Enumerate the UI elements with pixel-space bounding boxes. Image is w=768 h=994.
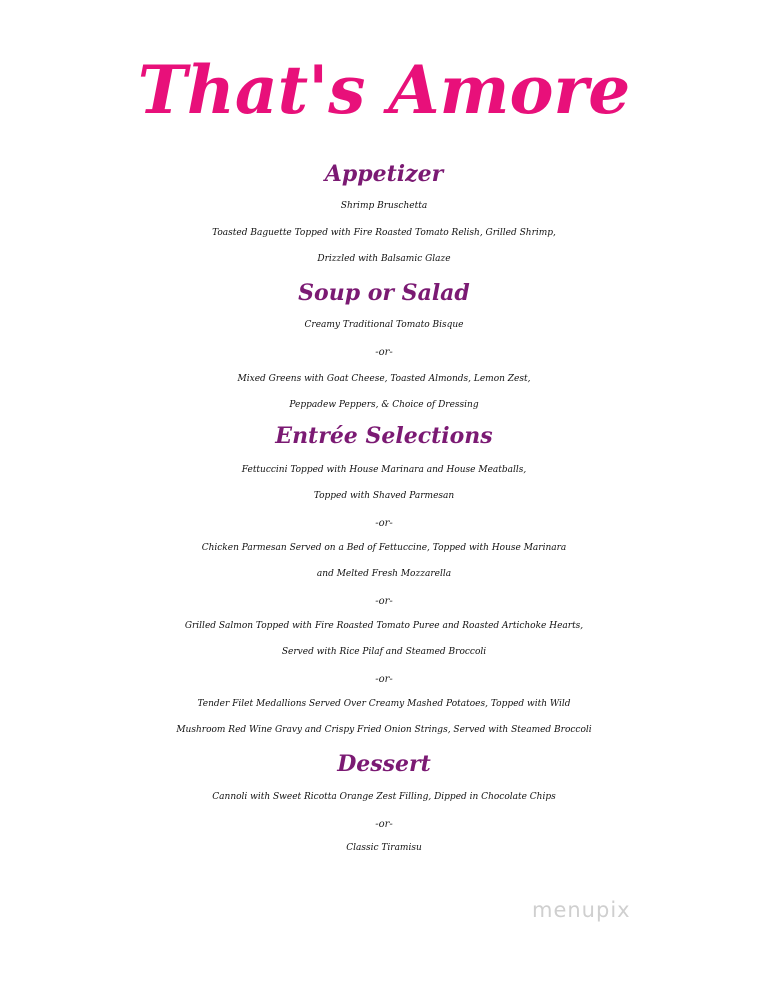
entree-salmon-2: Served with Rice Pilaf and Steamed Broccoli [281, 647, 487, 657]
appetizer-item-desc-2: Drizzled with Balsamic Glaze [317, 254, 451, 264]
menupix-watermark: menupix [532, 898, 631, 922]
section-heading-entree: Entrée Selections [275, 423, 493, 449]
or-separator: -or- [375, 596, 393, 607]
or-separator: -or- [375, 347, 393, 358]
dessert-tiramisu: Classic Tiramisu [346, 843, 422, 853]
entree-fettuccini-1: Fettuccini Topped with House Marinara and House Meatballs, [241, 465, 527, 475]
dessert-cannoli: Cannoli with Sweet Ricotta Orange Zest Filling, Dipped in Chocolate Chips [212, 792, 556, 802]
or-separator: -or- [375, 674, 393, 685]
section-heading-appetizer: Appetizer [324, 161, 444, 187]
entree-chicken-2: and Melted Fresh Mozzarella [316, 569, 452, 579]
entree-chicken-1: Chicken Parmesan Served on a Bed of Fettuccine, Topped with House Marinara [201, 543, 567, 553]
menu-title: That's Amore [137, 51, 631, 129]
appetizer-item-name: Shrimp Bruschetta [340, 201, 428, 211]
entree-salmon-1: Grilled Salmon Topped with Fire Roasted Tomato Puree and Roasted Artichoke Hearts, [184, 621, 584, 631]
entree-fettuccini-2: Topped with Shaved Parmesan [313, 491, 455, 501]
or-separator: -or- [375, 819, 393, 830]
entree-filet-1: Tender Filet Medallions Served Over Creamy Mashed Potatoes, Topped with Wild [197, 699, 571, 709]
soup-item: Creamy Traditional Tomato Bisque [304, 320, 464, 330]
entree-filet-2: Mushroom Red Wine Gravy and Crispy Fried Onion Strings, Served with Steamed Broccoli [176, 725, 592, 735]
or-separator: -or- [375, 518, 393, 529]
salad-item-desc-2: Peppadew Peppers, & Choice of Dressing [289, 400, 479, 410]
section-heading-dessert: Dessert [337, 751, 431, 777]
salad-item-desc-1: Mixed Greens with Goat Cheese, Toasted Almonds, Lemon Zest, [237, 374, 531, 384]
section-heading-soup-salad: Soup or Salad [298, 280, 470, 306]
appetizer-item-desc-1: Toasted Baguette Topped with Fire Roasted Tomato Relish, Grilled Shrimp, [212, 228, 556, 238]
